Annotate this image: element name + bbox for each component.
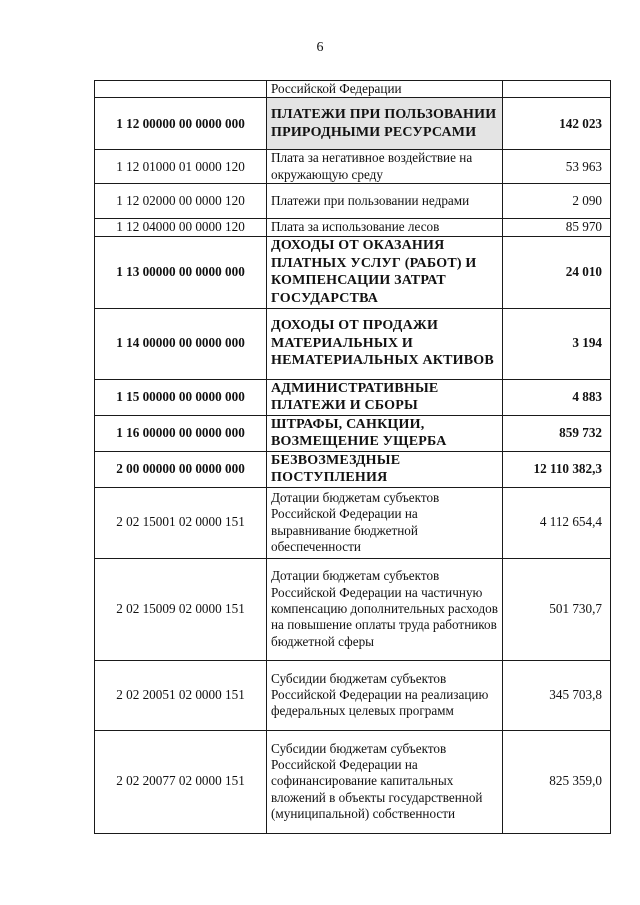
budget-code-cell: 2 02 15009 02 0000 151 — [95, 558, 267, 660]
revenue-name-cell: ДОХОДЫ ОТ ПРОДАЖИ МАТЕРИАЛЬНЫХ И НЕМАТЕРИАЛЬНЫХ АКТИВОВ — [267, 308, 503, 379]
amount-cell: 859 732 — [503, 415, 611, 451]
amount-cell: 2 090 — [503, 184, 611, 219]
table-row — [95, 150, 611, 184]
budget-code-cell: 1 15 00000 00 0000 000 — [95, 379, 267, 415]
amount-cell: 12 110 382,3 — [503, 451, 611, 487]
table-row — [95, 379, 611, 415]
table-row — [95, 487, 611, 558]
table-row — [95, 451, 611, 487]
budget-code-cell: 1 12 00000 00 0000 000 — [95, 98, 267, 150]
budget-code-cell: 1 12 01000 01 0000 120 — [95, 150, 267, 184]
revenue-name-cell: Плата за негативное воздействие на окружающую среду — [267, 150, 503, 184]
budget-code-cell: 2 02 20077 02 0000 151 — [95, 730, 267, 833]
revenue-name-cell: Плата за использование лесов — [267, 219, 503, 236]
amount-cell: 4 112 654,4 — [503, 487, 611, 558]
amount-cell — [503, 81, 611, 98]
table-row — [95, 660, 611, 730]
table-row — [95, 308, 611, 379]
revenue-name-cell: БЕЗВОЗМЕЗДНЫЕ ПОСТУПЛЕНИЯ — [267, 451, 503, 487]
amount-cell: 501 730,7 — [503, 558, 611, 660]
budget-code-cell — [95, 81, 267, 98]
amount-cell: 53 963 — [503, 150, 611, 184]
table-row — [95, 98, 611, 150]
amount-cell: 825 359,0 — [503, 730, 611, 833]
amount-cell: 345 703,8 — [503, 660, 611, 730]
amount-cell: 3 194 — [503, 308, 611, 379]
revenue-table-body — [95, 81, 611, 834]
budget-code-cell: 1 16 00000 00 0000 000 — [95, 415, 267, 451]
revenue-name-cell: ШТРАФЫ, САНКЦИИ, ВОЗМЕЩЕНИЕ УЩЕРБА — [267, 415, 503, 451]
revenue-name-cell: Платежи при пользовании недрами — [267, 184, 503, 219]
page-number: 6 — [316, 40, 324, 55]
revenue-name-cell: Дотации бюджетам субъектов Российской Федерации на выравнивание бюджетной обеспеченности — [267, 487, 503, 558]
budget-code-cell: 2 02 20051 02 0000 151 — [95, 660, 267, 730]
table-row — [95, 219, 611, 236]
table-row — [95, 415, 611, 451]
revenue-name-cell: ПЛАТЕЖИ ПРИ ПОЛЬЗОВАНИИ ПРИРОДНЫМИ РЕСУРСАМИ — [267, 98, 503, 150]
budget-code-cell: 1 12 04000 00 0000 120 — [95, 219, 267, 236]
revenue-name-cell: АДМИНИСТРАТИВНЫЕ ПЛАТЕЖИ И СБОРЫ — [267, 379, 503, 415]
amount-cell: 4 883 — [503, 379, 611, 415]
budget-code-cell: 2 00 00000 00 0000 000 — [95, 451, 267, 487]
revenue-name-cell: Российской Федерации — [267, 81, 503, 98]
revenue-name-cell: Субсидии бюджетам субъектов Российской Федерации на софинансирование капитальных вложений в объекты государственной (муниципальной) собственности — [267, 730, 503, 833]
table-row — [95, 184, 611, 219]
budget-code-cell: 1 13 00000 00 0000 000 — [95, 236, 267, 308]
revenue-name-cell: Субсидии бюджетам субъектов Российской Федерации на реализацию федеральных целевых программ — [267, 660, 503, 730]
table-row — [95, 236, 611, 308]
table-row — [95, 730, 611, 833]
revenue-table — [94, 80, 611, 834]
budget-code-cell: 1 12 02000 00 0000 120 — [95, 184, 267, 219]
budget-code-cell: 1 14 00000 00 0000 000 — [95, 308, 267, 379]
revenue-name-cell: ДОХОДЫ ОТ ОКАЗАНИЯ ПЛАТНЫХ УСЛУГ (РАБОТ) И КОМПЕНСАЦИИ ЗАТРАТ ГОСУДАРСТВА — [267, 236, 503, 308]
amount-cell: 24 010 — [503, 236, 611, 308]
table-row — [95, 558, 611, 660]
budget-code-cell: 2 02 15001 02 0000 151 — [95, 487, 267, 558]
revenue-name-cell: Дотации бюджетам субъектов Российской Федерации на частичную компенсацию дополнительных расходов на повышение оплаты труда работников бюджетной сферы — [267, 558, 503, 660]
amount-cell: 142 023 — [503, 98, 611, 150]
amount-cell: 85 970 — [503, 219, 611, 236]
table-row — [95, 81, 611, 98]
